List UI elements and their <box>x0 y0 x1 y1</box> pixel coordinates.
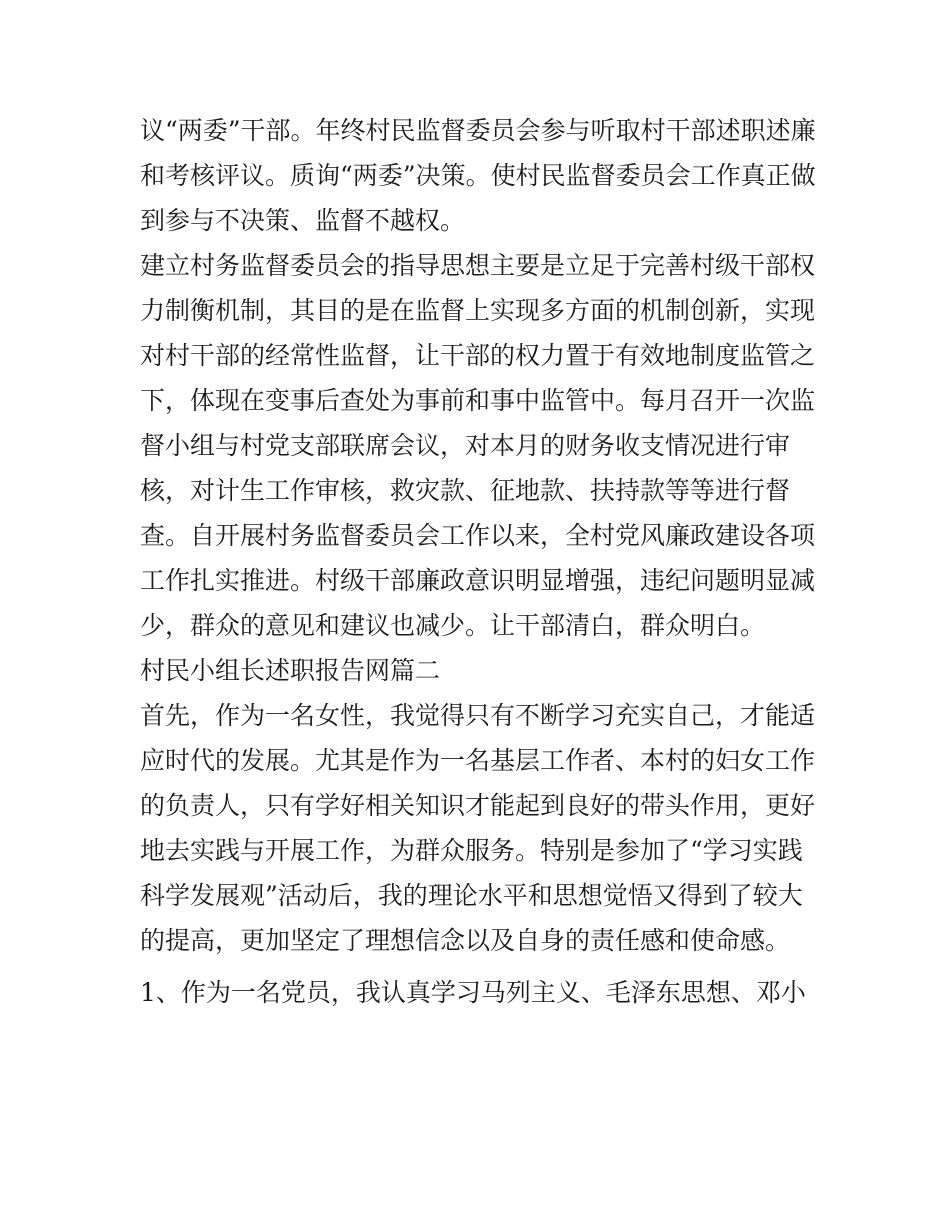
body-line: 的提高，更加坚定了理想信念以及自身的责任感和使命感。 <box>140 926 791 955</box>
body-line: 地去实践与开展工作，为群众服务。特别是参加了“学习实践 <box>140 836 803 865</box>
body-line: 少，群众的意见和建议也减少。让干部清白，群众明白。 <box>140 611 766 640</box>
body-line: 应时代的发展。尤其是作为一名基层工作者、本村的妇女工作 <box>140 746 816 775</box>
body-line: 督小组与村党支部联席会议，对本月的财务收支情况进行审 <box>140 431 791 460</box>
body-line: 对村干部的经常性监督，让干部的权力置于有效地制度监管之 <box>140 341 816 370</box>
body-line: 下，体现在变事后查处为事前和事中监管中。每月召开一次监 <box>140 386 816 415</box>
body-line: 的负责人，只有学好相关知识才能起到良好的带头作用，更好 <box>140 791 816 820</box>
body-line: 工作扎实推进。村级干部廉政意识明显增强，违纪问题明显减 <box>140 566 816 595</box>
body-line: 科学发展观”活动后，我的理论水平和思想觉悟又得到了较大 <box>140 881 803 910</box>
body-line: 和考核评议。质询“两委”决策。使村民监督委员会工作真正做 <box>140 161 816 190</box>
body-line: 议“两委”干部。年终村民监督委员会参与听取村干部述职述廉 <box>140 116 816 145</box>
body-line: 核，对计生工作审核，救灾款、征地款、扶持款等等进行督 <box>140 476 791 505</box>
body-line: 查。自开展村务监督委员会工作以来，全村党风廉政建设各项 <box>140 521 816 550</box>
list-item-line: 1、作为一名党员，我认真学习马列主义、毛泽东思想、邓小 <box>140 978 806 1007</box>
section-heading: 村民小组长述职报告网篇二 <box>140 656 441 685</box>
body-line: 首先，作为一名女性，我觉得只有不断学习充实自己，才能适 <box>140 701 816 730</box>
body-line: 到参与不决策、监督不越权。 <box>140 206 466 235</box>
body-line: 力制衡机制，其目的是在监督上实现多方面的机制创新，实现 <box>140 296 816 325</box>
document-body <box>140 108 820 1015</box>
body-line: 建立村务监督委员会的指导思想主要是立足于完善村级干部权 <box>140 251 816 280</box>
